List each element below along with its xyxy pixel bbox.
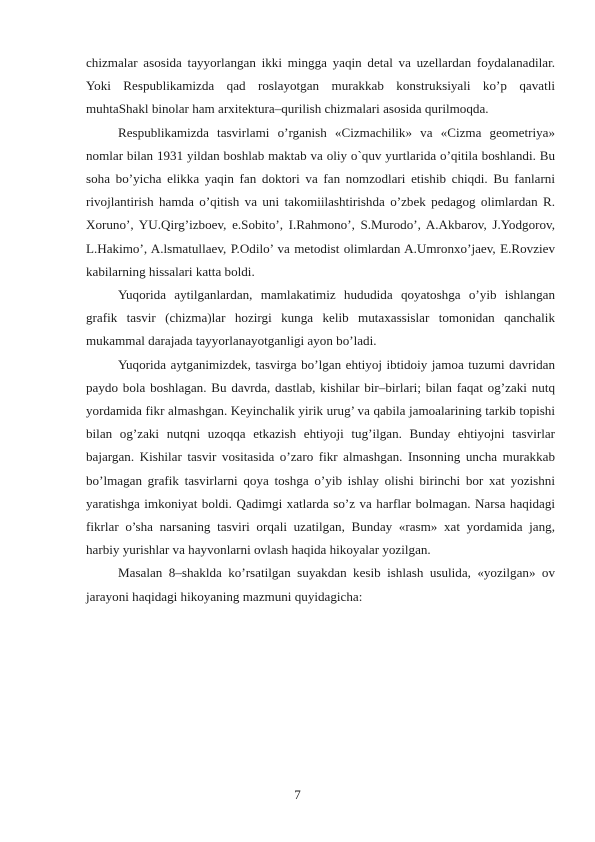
paragraph-rock-carvings: Yuqorida aytilganlardan, mamlakatimiz hududida qoyatoshga o’yib ishlangan grafik tasvir (chizma)lar hozirgi kunga kelib mutaxassislar tomonidan qanchalik mukammal darajada tayyorlanayotganligi ayon bo’ladi.	[86, 287, 555, 349]
paragraph-pictographic-writing: Yuqorida aytganimizdek, tasvirga bo’lgan ehtiyoj ibtidoiy jamoa tuzumi davridan paydo bola boshlagan. Bu davrda, dastlab, kishilar bir–birlari; bilan faqat og’zaki nutq yordamida fikr almashgan. Keyinchalik yirik urug’ va qabila jamoalarining tarkib topishi bilan og’zaki nutqni uzoqqa etkazish ehtiyoji tug’ilgan. Bunday ehtiyojni tasvirlar bajargan. Kishilar tasvir vositasida o’zaro fikr almashgan. Insonning uncha murakkab bo’lmagan grafik tasvirlarni qoya toshga o’yib ishlay olishi birinchi bor xat yozishni yaratishga imkoniyat boldi. Qadimgi xatlarda so’z va harflar bolmagan. Narsa haqidagi fikrlar o’sha narsaning tasviri orqali uzatilgan, Bunday «rasm» xat yordamida jang, harbiy yurishlar va hayvonlarni ovlash haqida hikoyalar yozilgan.	[86, 356, 555, 558]
paragraph-history-of-drawing-education: Respublikamizda tasvirlami o’rganish «Cizmachilik» va «Cizma geometriya» nomlar bilan 1931 yildan boshlab maktab va oliy o`quv yurtlarida o’qitila boshlandi. Bu soha bo’yicha elikka yaqin fan doktori va fan nomzodlari etishib chiqdi. Bu fanlarni rivojlantirish hamda o’qitish va uni takomiilashtirishda o’zbek pedagog olimlardan R. Xoruno’, YU.Qirg’izboev, e.Sobito’, I.Rahmono’, S.Murodo’, A.Akbarov, J.Yodgorov, L.Hakimo’, A.lsmatullaev, P.Odilo’ va metodist olimlardan A.Umronxo’jaev, E.Rovziev kabilarning hissalari katta boldi.	[86, 124, 555, 279]
page-number: 7	[294, 787, 301, 802]
paragraph-figure-reference: Masalan 8–shaklda ko’rsatilgan suyakdan kesib ishlash usulida, «yozilgan» ov jarayoni haqidagi hikoyaning mazmuni quyidagicha:	[86, 565, 555, 604]
document-page	[86, 51, 555, 608]
paragraph-continuation: chizmalar asosida tayyorlangan ikki mingga yaqin detal va uzellardan foydalanadilar. Yoki Respublikamizda qad roslayotgan murakkab konstruksiyali ko’p qavatli muhtaShakl binolar ham arxitektura–qurilish chizmalari asosida qurilmoqda.	[86, 55, 555, 117]
